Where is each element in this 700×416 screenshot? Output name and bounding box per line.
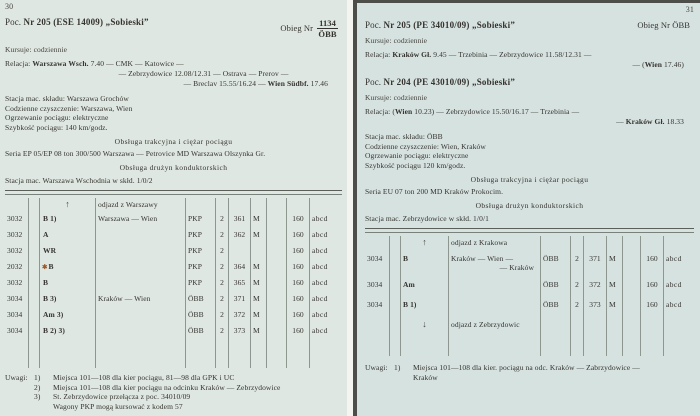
wagon-type-cell: B	[401, 252, 449, 278]
route-cell	[96, 276, 186, 292]
speed-cell: 160	[287, 292, 310, 308]
obieg-label: Obieg Nr	[280, 23, 314, 33]
relacja-line-2: — Zebrzydowice 12.08/12.31 — Ostrava — Prerov —	[118, 69, 289, 78]
departure-label: odjazd z Zebrzydowic	[449, 318, 541, 336]
table-row	[5, 308, 342, 324]
train-info-block	[365, 132, 694, 170]
obieg-bottom: ÖBB	[318, 29, 337, 39]
wagon-mark-icon: ✱	[42, 264, 48, 271]
m-cell: M	[251, 276, 267, 292]
note-text: Miejsca 101—108 dla kier. pociągu na odc. Kraków — Zabrzydowice — Kraków	[413, 363, 640, 382]
relacja-line-1	[365, 50, 694, 60]
divider-rule	[365, 228, 694, 233]
code-cell: abcd	[666, 254, 682, 263]
relacja-origin: Wien	[394, 107, 413, 116]
wagon-number-cell: 373	[229, 324, 251, 340]
table-spacer-row	[5, 340, 342, 368]
route-cell	[96, 324, 186, 340]
operator-cell: PKP	[186, 212, 216, 228]
class-cell: 2	[216, 324, 229, 340]
group-cell: 3034	[365, 298, 390, 318]
table-spacer-row	[365, 336, 694, 356]
wagon-type-cell: B 2) 3)	[40, 324, 96, 340]
relacja-route: 10.23) — Zebrzydowice 15.50/16.17 — Trzebinia —	[412, 107, 580, 116]
speed-cell: 160	[287, 308, 310, 324]
m-cell: M	[607, 252, 623, 278]
info-line: Codzienne czyszczenie: Warszawa, Wien	[5, 103, 133, 113]
table-row	[5, 292, 342, 308]
group-cell: 3034	[365, 252, 390, 278]
relacja-route: 9.45 — Trzebinia — Zebrzydowice 11.58/12.31 —	[431, 50, 592, 59]
table-row	[5, 260, 342, 276]
wagon-type-cell: A	[40, 228, 96, 244]
class-cell: 2	[571, 298, 584, 318]
timetable-page-right	[353, 0, 700, 416]
up-arrow-icon: ↑	[40, 198, 96, 212]
note-text: Miejsca 101—108 dla kier pociągu, 81—98 dla GPK i UC	[53, 373, 235, 382]
code-cell: abcd	[312, 310, 328, 319]
info-line: Szybkość pociągu 120 km/godz.	[365, 160, 466, 170]
train-header	[365, 21, 694, 30]
relacja-origin: Kraków Gł.	[392, 50, 432, 59]
class-cell: 2	[216, 244, 229, 260]
relacja-line-3	[5, 79, 342, 89]
speed-cell: 160	[641, 278, 664, 298]
code-cell: abcd	[312, 262, 328, 271]
note-number: 1)	[34, 373, 41, 382]
class-cell: 2	[216, 228, 229, 244]
table-row	[365, 278, 694, 298]
relacja-arrival-time: 17.46)	[662, 60, 684, 69]
train-header-2	[365, 78, 694, 87]
group-cell: 3034	[365, 278, 390, 298]
speed-cell: 160	[287, 324, 310, 340]
code-cell: abcd	[312, 278, 328, 287]
seria-line: Seria EU 07 ton 200 MD Kraków Prokocim.	[365, 187, 504, 196]
relacja-route-cont: — Breclav 15.55/16.24 —	[183, 79, 268, 88]
relacja-arrival-time: 17.46	[308, 79, 328, 88]
wagon-table	[5, 198, 342, 368]
wagon-number-cell: 373	[584, 298, 607, 318]
note-text: St. Zebrzydowice przełącza z poc. 34010/09	[53, 392, 191, 401]
relacja-origin: Warszawa Wsch.	[32, 59, 89, 68]
train-title	[365, 21, 515, 30]
speed-cell: 160	[287, 212, 310, 228]
relacja-line-2	[365, 117, 694, 127]
m-cell: M	[251, 212, 267, 228]
train-title	[365, 78, 515, 87]
relacja-destination: Kraków Gł.	[625, 117, 665, 126]
speed-cell: 160	[287, 276, 310, 292]
table-row	[5, 324, 342, 340]
class-cell: 2	[216, 212, 229, 228]
section-heading-traction: Obsługa trakcyjna i ciężar pociągu	[470, 175, 589, 184]
m-cell: M	[251, 292, 267, 308]
table-footer-row	[365, 318, 694, 336]
class-cell: 2	[216, 260, 229, 276]
code-cell: abcd	[312, 246, 328, 255]
relacja-line-1	[5, 59, 342, 69]
info-line: Ogrzewanie pociągu: elektryczne	[365, 151, 469, 160]
wagon-type-cell: ✱B	[40, 260, 96, 276]
class-cell: 2	[216, 276, 229, 292]
divider-rule	[5, 190, 342, 195]
uwagi-label: Uwagi:	[5, 373, 28, 382]
wagon-type-cell: Am 3)	[40, 308, 96, 324]
page-number: 30	[5, 2, 14, 11]
wagon-type-cell: B	[40, 276, 96, 292]
class-cell: 2	[216, 292, 229, 308]
stacja-mac-line: Stacja mac. Zebrzydowice w skłd. 1/0/1	[365, 214, 489, 223]
info-line: Ogrzewanie pociągu: elektryczne	[5, 113, 109, 122]
relacja-label: Relacja:	[5, 59, 33, 68]
class-cell: 2	[571, 278, 584, 298]
relacja-line-2	[365, 60, 694, 70]
group-cell: 3034	[5, 308, 29, 324]
class-cell: 2	[571, 252, 584, 278]
relacja-block	[365, 50, 694, 70]
wagon-number-cell: 361	[229, 212, 251, 228]
m-cell: M	[251, 260, 267, 276]
train-title-main: Nr 205 (ESE 14009) „Sobieski”	[23, 17, 149, 27]
up-arrow-icon: ↑	[401, 236, 449, 252]
uwagi-notes	[365, 363, 694, 382]
note-number: 2)	[34, 382, 41, 392]
down-arrow-icon: ↓	[401, 318, 449, 336]
m-cell: M	[607, 278, 623, 298]
route-cell: Kraków — Wien	[96, 292, 186, 308]
operator-cell: ÖBB	[186, 308, 216, 324]
relacja-paren: (	[392, 107, 395, 116]
relacja-line-1	[365, 107, 694, 117]
info-line: Codzienne czyszczenie: Wien, Kraków	[365, 141, 486, 151]
operator-cell: ÖBB	[541, 278, 571, 298]
speed-cell: 160	[287, 228, 310, 244]
m-cell: M	[607, 298, 623, 318]
wagon-type-cell: B 3)	[40, 292, 96, 308]
info-line: Stacja mac. składu: ÖBB	[365, 132, 443, 141]
table-row	[5, 228, 342, 244]
operator-cell: ÖBB	[186, 324, 216, 340]
operator-cell: ÖBB	[541, 298, 571, 318]
note-number: 1)	[394, 363, 401, 372]
info-line: Szybkość pociągu: 140 km/godz.	[5, 122, 108, 132]
departure-label: odjazd z Warszawy	[96, 198, 186, 212]
note-number: 3)	[34, 392, 41, 401]
m-cell: M	[251, 228, 267, 244]
wagon-table	[365, 236, 694, 356]
obieg-fraction	[317, 18, 338, 39]
route-cell	[96, 228, 186, 244]
info-line: Stacja mac. składu: Warszawa Grochów	[5, 94, 129, 103]
section-heading-traction: Obsługa trakcyjna i ciężar pociągu	[114, 137, 233, 146]
m-cell: M	[251, 324, 267, 340]
operator-cell: PKP	[186, 260, 216, 276]
code-cell: abcd	[312, 230, 328, 239]
kursuje-line: Kursuje: codziennie	[5, 45, 68, 54]
section-heading-conductors: Obsługa drużyn konduktorskich	[475, 201, 584, 210]
wagon-number-cell: 371	[584, 252, 607, 278]
code-cell: abcd	[312, 214, 328, 223]
wagon-number-cell	[229, 244, 251, 260]
table-row	[365, 298, 694, 318]
code-cell: abcd	[666, 300, 682, 309]
train-title-main: Nr 204 (PE 43010/09) „Sobieski”	[383, 77, 516, 87]
wagon-number-cell: 362	[229, 228, 251, 244]
relacja-cont: —	[616, 117, 626, 126]
class-cell: 2	[216, 308, 229, 324]
group-cell: 3032	[5, 212, 29, 228]
wagon-number-cell: 364	[229, 260, 251, 276]
wagon-type-cell: WR	[40, 244, 96, 260]
uwagi-notes	[5, 373, 342, 411]
wagon-number-cell: 372	[229, 308, 251, 324]
table-header-row	[5, 198, 342, 212]
group-cell: 2032	[5, 260, 29, 276]
relacja-label: Relacja:	[365, 50, 393, 59]
relacja-label: Relacja:	[365, 107, 393, 116]
train-header	[5, 18, 342, 39]
obieg-number	[280, 18, 338, 39]
code-cell: abcd	[666, 280, 682, 289]
route-cell	[96, 260, 186, 276]
kursuje-line: Kursuje: codziennie	[365, 36, 428, 45]
seria-line: Seria EP 05/EP 08 ton 300/500 Warszawa — Petrovice MD Warszawa Olszynka Gr.	[5, 149, 266, 158]
train-title-prefix: Poc.	[365, 20, 384, 30]
train-title-main: Nr 205 (PE 34010/09) „Sobieski”	[383, 20, 516, 30]
m-cell	[251, 244, 267, 260]
group-cell: 3034	[5, 324, 29, 340]
code-cell: abcd	[312, 326, 328, 335]
m-cell: M	[251, 308, 267, 324]
operator-cell: PKP	[186, 228, 216, 244]
table-row	[5, 212, 342, 228]
relacja-route: 7.40 — CMK — Katowice —	[88, 59, 184, 68]
group-cell: 3034	[5, 292, 29, 308]
table-row	[365, 252, 694, 278]
route-cell	[449, 278, 541, 298]
operator-cell: PKP	[186, 276, 216, 292]
table-row	[5, 244, 342, 260]
wagon-type-cell: B 1)	[40, 212, 96, 228]
timetable-page-left	[0, 0, 347, 416]
route-cell	[96, 244, 186, 260]
operator-cell: ÖBB	[186, 292, 216, 308]
group-cell: 3032	[5, 276, 29, 292]
wagon-number-cell: 365	[229, 276, 251, 292]
kursuje-line: Kursuje: codziennie	[365, 93, 428, 102]
speed-cell: 160	[641, 252, 664, 278]
departure-label: odjazd z Krakowa	[449, 236, 541, 252]
note-text: Wagony PKP mogą kursować z kodem 57	[53, 401, 183, 411]
speed-cell: 160	[641, 298, 664, 318]
relacja-block	[5, 59, 342, 89]
group-cell: 3032	[5, 244, 29, 260]
speed-cell: 160	[287, 260, 310, 276]
route-line-2: — Kraków	[499, 263, 534, 272]
table-header-row	[365, 236, 694, 252]
page-number: 31	[685, 5, 694, 14]
note-text: Miejsca 101—108 dla kier pociągu na odcinku Kraków — Zebrzydowice	[53, 382, 281, 392]
operator-cell: PKP	[186, 244, 216, 260]
stacja-mac-line: Stacja mac. Warszawa Wschodnia w skłd. 1/0/2	[5, 176, 153, 185]
uwagi-label: Uwagi:	[365, 363, 388, 372]
route-cell	[449, 252, 541, 278]
code-cell: abcd	[312, 294, 328, 303]
relacja-cont: — (	[632, 60, 645, 69]
table-row	[5, 276, 342, 292]
obieg-top: 1134	[319, 18, 336, 28]
train-info-block	[5, 94, 342, 132]
obieg-number: Obieg Nr ÖBB	[637, 20, 690, 30]
train-title	[5, 18, 149, 27]
route-cell: Warszawa — Wien	[96, 212, 186, 228]
wagon-number-cell: 371	[229, 292, 251, 308]
group-cell: 3032	[5, 228, 29, 244]
relacja-destination: Wien	[644, 60, 663, 69]
relacja-block-2	[365, 107, 694, 127]
wagon-type-cell: B 1)	[401, 298, 449, 318]
train-title-prefix: Poc.	[5, 17, 24, 27]
route-line-1: Kraków — Wien —	[451, 254, 514, 263]
speed-cell: 160	[287, 244, 310, 260]
route-cell	[449, 298, 541, 318]
note-number	[34, 402, 50, 412]
wagon-number-cell: 372	[584, 278, 607, 298]
wagon-type-cell: Am	[401, 278, 449, 298]
train-title-prefix: Poc.	[365, 77, 384, 87]
operator-cell: ÖBB	[541, 252, 571, 278]
route-cell	[96, 308, 186, 324]
relacja-arrival-time: 18.33	[664, 117, 684, 126]
section-heading-conductors: Obsługa drużyn konduktorskich	[119, 163, 228, 172]
relacja-destination: Wien Südbf.	[267, 79, 309, 88]
